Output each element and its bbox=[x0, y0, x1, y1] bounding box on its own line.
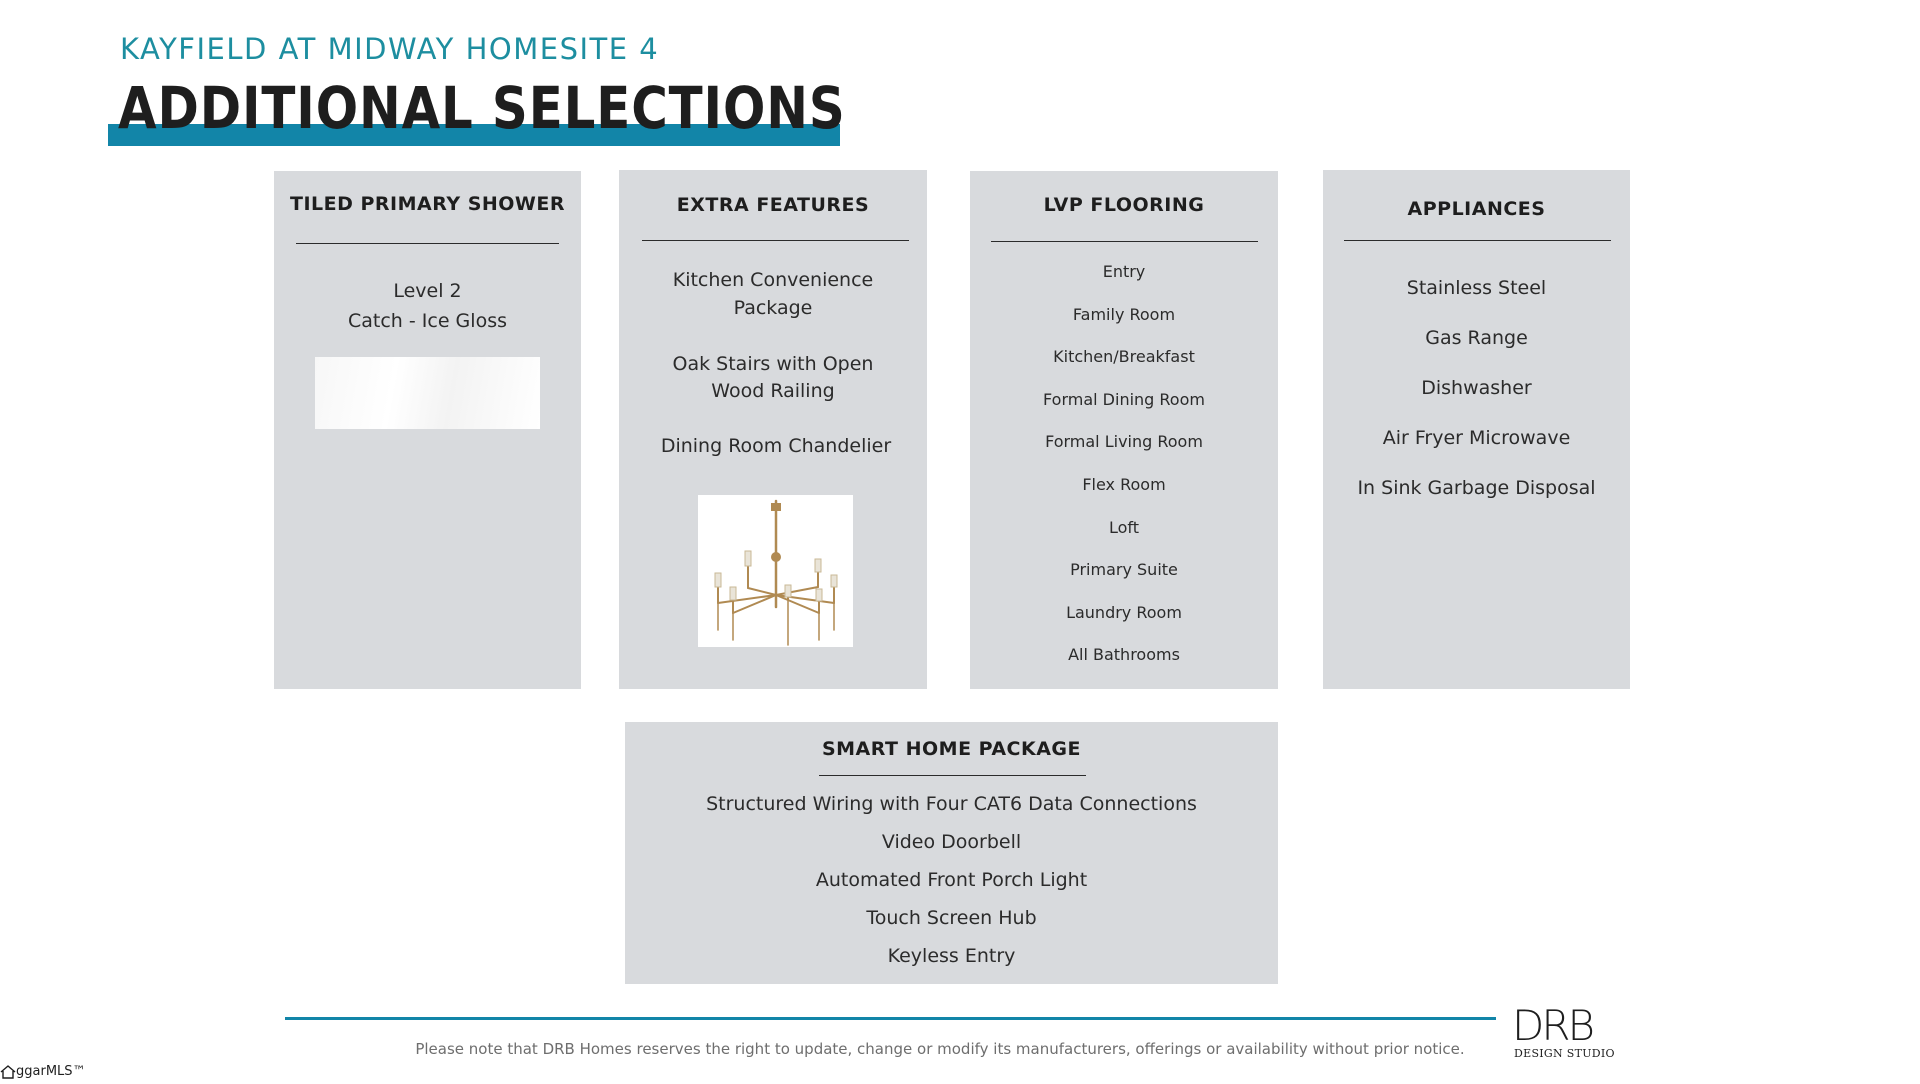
list-item: Automated Front Porch Light bbox=[815, 869, 1088, 891]
mls-text: ggarMLS™ bbox=[16, 1064, 86, 1079]
list-item: Formal Living Room bbox=[1045, 432, 1203, 451]
panel-heading: LVP FLOORING bbox=[1043, 194, 1205, 216]
shower-level: Level 2 bbox=[393, 280, 462, 302]
list-item: Keyless Entry bbox=[887, 945, 1016, 967]
list-item: Kitchen/Breakfast bbox=[1053, 347, 1195, 366]
list-item: Family Room bbox=[1072, 305, 1176, 324]
list-item: Touch Screen Hub bbox=[866, 907, 1037, 929]
panel-appliances bbox=[1323, 170, 1630, 689]
list-item: Primary Suite bbox=[1070, 560, 1178, 579]
list-item: Entry bbox=[1102, 262, 1146, 281]
panel-heading: SMART HOME PACKAGE bbox=[821, 738, 1082, 760]
chandelier-image bbox=[698, 495, 853, 647]
footer-divider bbox=[285, 1017, 1496, 1020]
panel-divider bbox=[642, 240, 909, 241]
panel-lvp-flooring bbox=[970, 171, 1278, 689]
list-item: Wood Railing bbox=[711, 380, 835, 402]
list-item: Air Fryer Microwave bbox=[1382, 427, 1571, 449]
list-item: Dining Room Chandelier bbox=[660, 435, 892, 457]
list-item: Stainless Steel bbox=[1406, 277, 1547, 299]
list-item: Video Doorbell bbox=[881, 831, 1022, 853]
homesite-subtitle: KAYFIELD AT MIDWAY HOMESITE 4 bbox=[120, 32, 660, 66]
list-item: Dishwasher bbox=[1421, 377, 1532, 399]
list-item: Gas Range bbox=[1425, 327, 1528, 349]
panel-heading: APPLIANCES bbox=[1407, 198, 1546, 220]
list-item: Kitchen Convenience bbox=[672, 269, 874, 291]
list-item: All Bathrooms bbox=[1068, 645, 1180, 664]
house-icon bbox=[0, 1064, 16, 1084]
panel-divider bbox=[819, 775, 1086, 776]
panel-divider bbox=[1344, 240, 1611, 241]
drb-design-studio-logo bbox=[1512, 1001, 1615, 1061]
list-item: Loft bbox=[1108, 518, 1140, 537]
disclaimer-note: Please note that DRB Homes reserves the right to update, change or modify its manufacturers, offerings or availability without prior notice. bbox=[415, 1040, 1465, 1058]
list-item: Package bbox=[733, 297, 813, 319]
list-item: Structured Wiring with Four CAT6 Data Connections bbox=[706, 793, 1197, 815]
chandelier-icon bbox=[698, 495, 853, 647]
panel-tiled-primary-shower bbox=[274, 171, 581, 689]
mls-watermark bbox=[0, 1064, 86, 1080]
panel-divider bbox=[296, 243, 559, 244]
list-item: In Sink Garbage Disposal bbox=[1357, 477, 1596, 499]
panel-heading: TILED PRIMARY SHOWER bbox=[289, 193, 565, 215]
list-item: Oak Stairs with Open bbox=[672, 353, 874, 375]
logo-subtitle: DESIGN STUDIO bbox=[1514, 1047, 1615, 1060]
shower-tile-name: Catch - Ice Gloss bbox=[348, 310, 507, 332]
list-item: Formal Dining Room bbox=[1043, 390, 1205, 409]
panel-extra-features bbox=[619, 170, 927, 689]
logo-letters: DRB bbox=[1512, 1001, 1593, 1050]
list-item: Flex Room bbox=[1082, 475, 1166, 494]
panel-smart-home-package bbox=[625, 722, 1278, 984]
page-title: ADDITIONAL SELECTIONS bbox=[118, 74, 846, 142]
panel-divider bbox=[991, 241, 1258, 242]
tile-swatch-image bbox=[315, 357, 540, 429]
list-item: Laundry Room bbox=[1066, 603, 1182, 622]
panel-heading: EXTRA FEATURES bbox=[676, 194, 870, 216]
